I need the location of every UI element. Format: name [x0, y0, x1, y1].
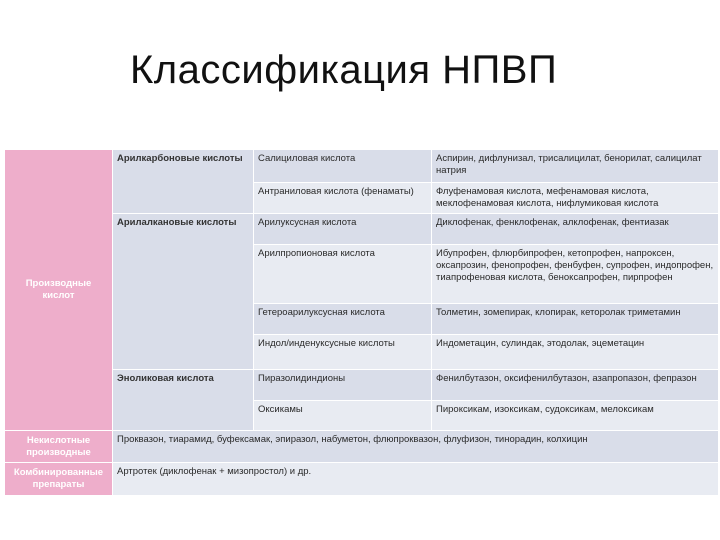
- subclass-arylpropion: Арилпропионовая кислота: [254, 245, 431, 303]
- classification-table: [5, 150, 718, 495]
- subclass-salicyl: Салициловая кислота: [254, 150, 431, 182]
- class-arylcarbon: Арилкарбоновые кислоты: [113, 150, 253, 213]
- drugs-salicyl: Аспирин, дифлунизал, трисалицилат, бенорилат, салицилат натрия: [432, 150, 718, 182]
- drugs-hetero: Толметин, зомепирак, клопирак, кеторолак триметамин: [432, 304, 718, 334]
- group-nonacid: Некислотные производные: [5, 431, 112, 462]
- drugs-arylacetic: Диклофенак, фенклофенак, алклофенак, фентиазак: [432, 214, 718, 244]
- subclass-arylacetic: Арилуксусная кислота: [254, 214, 431, 244]
- page-title: Классификация НПВП: [130, 48, 558, 92]
- group-acids: Производные кислот: [5, 150, 112, 430]
- drugs-nonacid: Проквазон, тиарамид, буфексамак, эпиразол, набуметон, флюпроквазон, флуфизон, тинорадин, колхицин: [113, 431, 718, 462]
- drugs-combined: Артротек (диклофенак + мизопростол) и др.: [113, 463, 718, 495]
- subclass-hetero: Гетероарилуксусная кислота: [254, 304, 431, 334]
- subclass-oxicams: Оксикамы: [254, 401, 431, 430]
- subclass-pyrazol: Пиразолидиндионы: [254, 370, 431, 400]
- class-enolic: Эноликовая кислота: [113, 370, 253, 430]
- group-combined: Комбинированные препараты: [5, 463, 112, 495]
- drugs-oxicams: Пироксикам, изоксикам, судоксикам, мелоксикам: [432, 401, 718, 430]
- drugs-arylpropion: Ибупрофен, флюрбипрофен, кетопрофен, напроксен, оксапрозин, фенопрофен, фенбуфен, супрофен, индопрофен, тиапрофеновая кислота, беноксапрофен, пирпрофен: [432, 245, 718, 303]
- class-arylalkan: Арилалкановые кислоты: [113, 214, 253, 369]
- drugs-pyrazol: Фенилбутазон, оксифенилбутазон, азапропазон, фепразон: [432, 370, 718, 400]
- drugs-anthranil: Флуфенамовая кислота, мефенамовая кислота, меклофенамовая кислота, нифлумиковая кислота: [432, 183, 718, 213]
- subclass-anthranil: Антраниловая кислота (фенаматы): [254, 183, 431, 213]
- drugs-indole: Индометацин, сулиндак, этодолак, эцеметацин: [432, 335, 718, 369]
- subclass-indole: Индол/инденуксусные кислоты: [254, 335, 431, 369]
